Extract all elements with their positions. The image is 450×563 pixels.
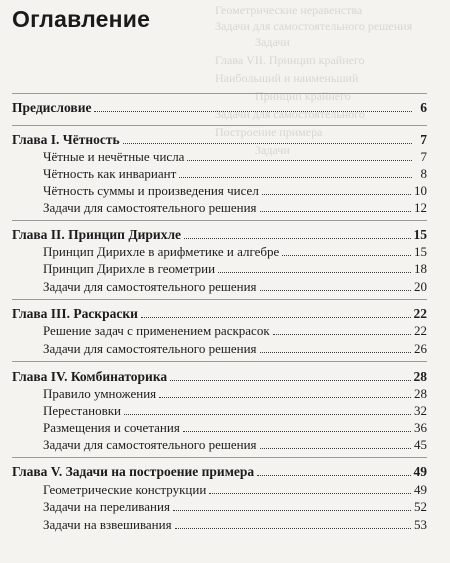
toc-entry-label: Задачи для самостоятельного решения bbox=[43, 341, 257, 356]
page-number: 49 bbox=[414, 482, 427, 497]
toc-chapter bbox=[0, 304, 427, 322]
dot-leader bbox=[218, 272, 411, 273]
dot-leader bbox=[209, 493, 411, 494]
toc-entry-label: Чётность как инвариант bbox=[43, 166, 177, 181]
page-number: 7 bbox=[420, 132, 427, 147]
toc-chapter bbox=[0, 130, 427, 148]
dot-leader bbox=[260, 448, 411, 449]
bleed-through-line: Задачи bbox=[255, 143, 290, 157]
toc-entry bbox=[0, 164, 427, 182]
bleed-through-line: Задачи для самостоятельного bbox=[215, 107, 365, 121]
page-number: 7 bbox=[420, 149, 427, 164]
toc-chapter bbox=[0, 462, 427, 480]
dot-leader bbox=[184, 238, 410, 239]
toc-entry-label: Задачи для самостоятельного решения bbox=[43, 279, 257, 294]
page-number: 36 bbox=[414, 420, 427, 435]
toc-entry-label: Перестановки bbox=[43, 403, 121, 418]
page-number: 49 bbox=[413, 464, 427, 479]
page-number: 8 bbox=[420, 166, 427, 181]
dot-leader bbox=[124, 414, 411, 415]
toc-entry bbox=[0, 515, 427, 533]
toc-chapter bbox=[0, 367, 427, 385]
section-divider bbox=[12, 457, 427, 458]
dot-leader bbox=[260, 290, 411, 291]
bleed-through-line: Построение примера bbox=[215, 125, 323, 139]
section-divider bbox=[12, 361, 427, 362]
page-number: 52 bbox=[414, 499, 427, 514]
toc-entry bbox=[0, 384, 427, 402]
page-number: 20 bbox=[414, 279, 427, 294]
toc-chapter bbox=[0, 225, 427, 243]
dot-leader bbox=[282, 255, 411, 256]
dot-leader bbox=[273, 334, 411, 335]
dot-leader bbox=[260, 211, 411, 212]
bleed-through-line: Принцип крайнего bbox=[255, 89, 351, 103]
page-number: 28 bbox=[414, 386, 427, 401]
toc-entry-label: Чётные и нечётные числа bbox=[43, 149, 185, 164]
toc-entry bbox=[0, 181, 427, 199]
page-number: 53 bbox=[414, 517, 427, 532]
toc-entry-label: Принцип Дирихле в арифметике и алгебре bbox=[43, 244, 280, 259]
page-number: 15 bbox=[413, 227, 427, 242]
toc-entry-label: Размещения и сочетания bbox=[43, 420, 180, 435]
toc-entry-label: Задачи на взвешивания bbox=[43, 517, 172, 532]
page-number: 15 bbox=[414, 244, 427, 259]
dot-leader bbox=[257, 475, 410, 476]
dot-leader bbox=[173, 510, 411, 511]
bleed-through-line: Наибольший и наименьший bbox=[215, 71, 359, 85]
dot-leader bbox=[187, 160, 412, 161]
bleed-through-line: Задачи bbox=[255, 35, 290, 49]
page-number: 18 bbox=[414, 261, 427, 276]
page-number: 32 bbox=[414, 403, 427, 418]
toc-section-title: Глава II. Принцип Дирихле bbox=[12, 227, 182, 242]
toc-entry-label: Чётность суммы и произведения чисел bbox=[43, 183, 259, 198]
page-number: 22 bbox=[414, 323, 427, 338]
dot-leader bbox=[123, 143, 412, 144]
toc-entry-label: Задачи для самостоятельного решения bbox=[43, 437, 257, 452]
toc-section-title: Предисловие bbox=[12, 100, 92, 115]
toc-entry bbox=[0, 480, 427, 498]
bleed-through-line: Задачи для самостоятельного решения bbox=[215, 19, 413, 33]
page-number: 45 bbox=[414, 437, 427, 452]
page-number: 12 bbox=[414, 200, 427, 215]
toc-entry bbox=[0, 321, 427, 339]
dot-leader bbox=[179, 177, 412, 178]
dot-leader bbox=[175, 528, 411, 529]
toc-entry bbox=[0, 401, 427, 419]
toc-entry bbox=[0, 259, 427, 277]
dot-leader bbox=[94, 111, 412, 112]
toc-entry-label: Геометрические конструкции bbox=[43, 482, 207, 497]
dot-leader bbox=[170, 380, 410, 381]
dot-leader bbox=[159, 397, 411, 398]
toc-entry-label: Решение задач с применением раскрасок bbox=[43, 323, 270, 338]
page-number: 10 bbox=[414, 183, 427, 198]
toc-entry-label: Правило умножения bbox=[43, 386, 157, 401]
dot-leader bbox=[141, 317, 411, 318]
toc-entry bbox=[0, 435, 427, 453]
toc-entry-label: Принцип Дирихле в геометрии bbox=[43, 261, 216, 276]
toc-entry bbox=[0, 242, 427, 260]
toc-section-title: Глава IV. Комбинаторика bbox=[12, 369, 168, 384]
toc-entry bbox=[0, 277, 427, 295]
toc-entry bbox=[0, 147, 427, 165]
toc-entry-label: Задачи на переливания bbox=[43, 499, 170, 514]
toc-entry bbox=[0, 339, 427, 357]
section-divider bbox=[12, 93, 427, 94]
toc-entry-label: Задачи для самостоятельного решения bbox=[43, 200, 257, 215]
section-divider bbox=[12, 299, 427, 300]
page-number: 28 bbox=[413, 369, 427, 384]
toc-entry bbox=[0, 497, 427, 515]
toc-entry bbox=[0, 198, 427, 216]
toc-entry bbox=[0, 418, 427, 436]
toc-section-title: Глава V. Задачи на построение примера bbox=[12, 464, 255, 479]
toc-section-title: Глава I. Чётность bbox=[12, 132, 120, 147]
section-divider bbox=[12, 220, 427, 221]
dot-leader bbox=[262, 194, 411, 195]
page-number: 6 bbox=[420, 100, 427, 115]
dot-leader bbox=[183, 431, 411, 432]
toc-section-title: Глава III. Раскраски bbox=[12, 306, 138, 321]
page-title: Оглавление bbox=[12, 6, 151, 32]
page-number: 22 bbox=[413, 306, 427, 321]
dot-leader bbox=[260, 352, 411, 353]
toc-preface bbox=[0, 98, 427, 116]
section-divider bbox=[12, 125, 427, 126]
page-number: 26 bbox=[414, 341, 427, 356]
bleed-through-line: Геометрические неравенства bbox=[215, 3, 363, 17]
bleed-through-line: Глава VII. Принцип крайнего bbox=[215, 53, 365, 67]
